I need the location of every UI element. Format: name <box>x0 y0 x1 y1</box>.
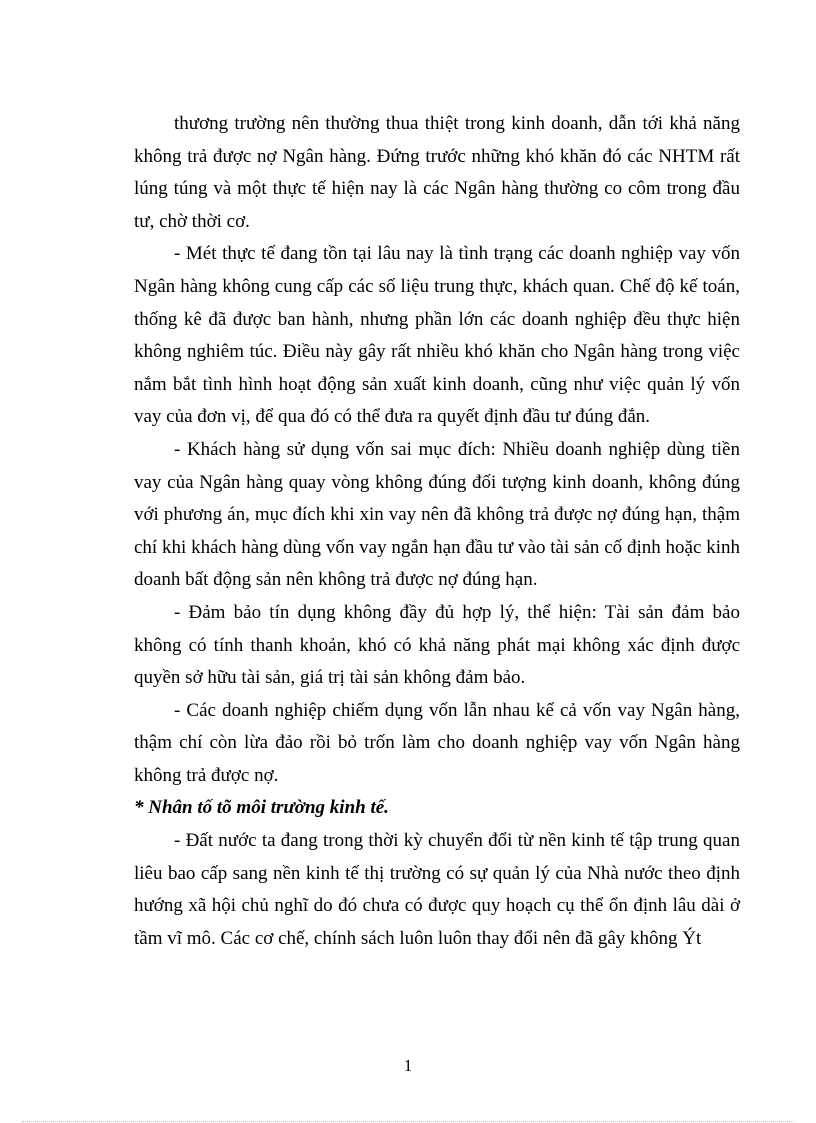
paragraph-accounting-data: - Mét thực tế đang tồn tại lâu nay là tình trạng các doanh nghiệp vay vốn Ngân hàng không cung cấp các số liệu trung thực, khách quan. Chế độ kế toán, thống kê đã được ban hành, nhưng phần lớn các doanh nghiệp đều thực hiện không nghiêm túc. Điều này gây rất nhiều khó khăn cho Ngân hàng trong việc nắm bắt tình hình hoạt động sản xuất kinh doanh, cũng như việc quản lý vốn vay của đơn vị, để qua đó có thể đưa ra quyết định đầu tư đúng đắn. <box>134 243 740 428</box>
body-text <box>134 108 740 955</box>
page-bottom-divider <box>22 1121 794 1122</box>
paragraph-economic-environment: - Đất nước ta đang trong thời kỳ chuyển đổi từ nền kinh tế tập trung quan liêu bao cấp sang nền kinh tế thị trường có sự quản lý của Nhà nước theo định hướng xã hội chủ nghĩ do đó chưa có được quy hoạch cụ thể ổn định lâu dài ở tầm vĩ mô. Các cơ chế, chính sách luôn luôn thay đổi nên đã gây không Ýt <box>134 830 740 949</box>
paragraph-misuse-of-funds: - Khách hàng sử dụng vốn sai mục đích: Nhiều doanh nghiệp dùng tiền vay của Ngân hàng quay vòng không đúng đối tượng kinh doanh, không đúng với phương án, mục đích khi xin vay nên đã không trả được nợ đúng hạn, thậm chí khi khách hàng dùng vốn vay ngắn hạn đầu tư vào tài sản cố định hoặc kinh doanh bất động sản nên không trả được nợ đúng hạn. <box>134 438 740 591</box>
paragraph-credit-guarantee: - Đảm bảo tín dụng không đầy đủ hợp lý, thể hiện: Tài sản đảm bảo không có tính thanh khoản, khó có khả năng phát mại không xác định được quyền sở hữu tài sản, giá trị tài sản không đảm bảo. <box>134 601 740 689</box>
paragraph-capital-appropriation: - Các doanh nghiệp chiếm dụng vốn lẫn nhau kể cả vốn vay Ngân hàng, thậm chí còn lừa đảo rồi bỏ trốn làm cho doanh nghiệp vay vốn Ngân hàng không trả được nợ. <box>134 699 740 786</box>
page-number: 1 <box>403 1056 413 1075</box>
paragraph-continuation: thương trường nên thường thua thiệt trong kinh doanh, dẫn tới khả năng không trả được nợ Ngân hàng. Đứng trước những khó khăn đó các NHTM rất lúng túng và một thực tế hiện nay là các Ngân hàng thường co côm trong đầu tư, chờ thời cơ. <box>134 113 740 232</box>
section-heading: * Nhân tố tõ môi trường kinh tế. <box>134 797 389 819</box>
